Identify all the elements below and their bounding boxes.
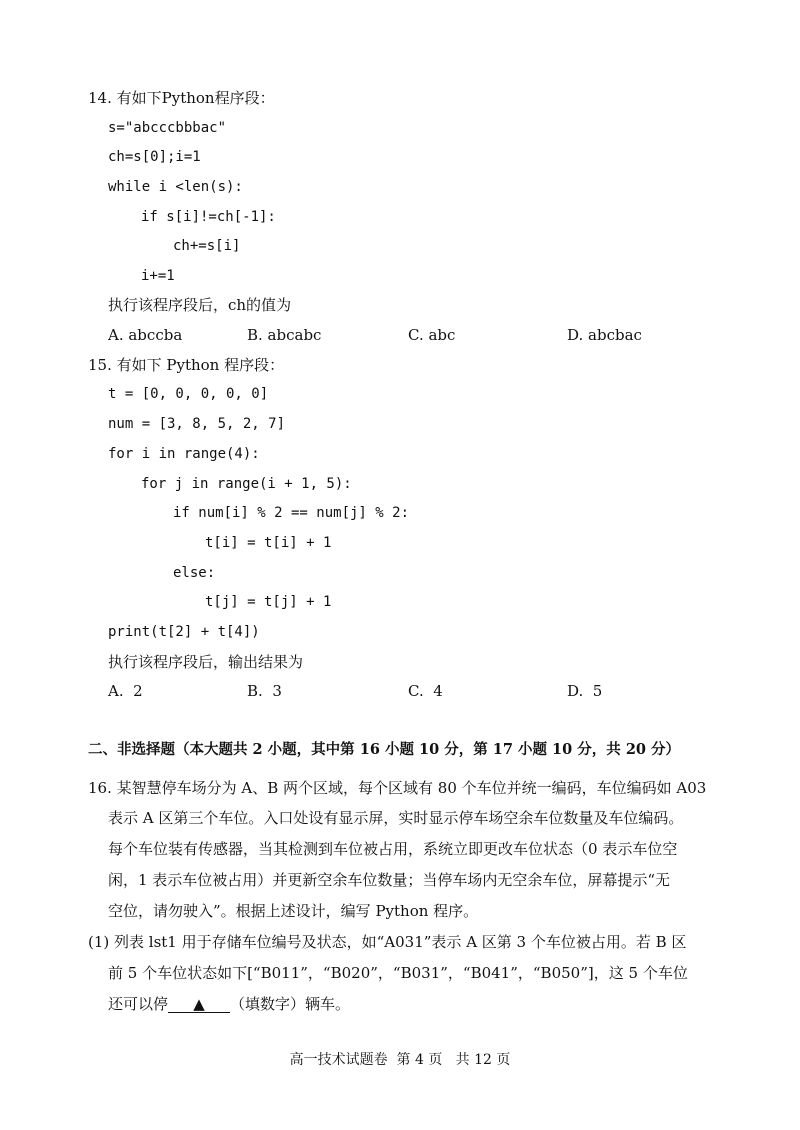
q14-option-d: D. abcbac (567, 326, 642, 344)
q16-line-3: 每个车位装有传感器，当其检测到车位被占用，系统立即更改车位状态（0 表示车位空 (108, 840, 678, 858)
q16-sub1-line-2: 前 5 个车位状态如下[“B011”，“B020”，“B031”，“B041”，“B050”]，这 5 个车位 (108, 964, 688, 982)
q15-code-line-5: if num[i] % 2 == num[j] % 2: (173, 505, 410, 521)
q15-prompt: 执行该程序段后，输出结果为 (108, 653, 304, 671)
triangle-icon: ▲ (193, 995, 205, 1013)
q16-line-5: 空位，请勿驶入”。根据上述设计，编写 Python 程序。 (108, 902, 479, 920)
q16-sub1-text-after: （填数字）辆车。 (230, 995, 351, 1013)
q14-prompt: 执行该程序段后，ch的值为 (108, 296, 292, 314)
q14-code-line-4: if s[i]!=ch[-1]: (141, 209, 276, 225)
q15-option-a: A. 2 (108, 682, 143, 700)
q15-code-line-4: for j in range(i + 1, 5): (141, 476, 352, 492)
q14-code-line-2: ch=s[0];i=1 (108, 149, 201, 165)
q16-sub1-text-before: 还可以停 (108, 995, 169, 1013)
q15-code-line-2: num = [3, 8, 5, 2, 7] (108, 416, 286, 432)
q15-code-line-7: else: (173, 565, 216, 581)
q15-code-line-3: for i in range(4): (108, 446, 260, 462)
q15-code-line-1: t = [0, 0, 0, 0, 0] (108, 386, 269, 402)
q14-title: 14. 有如下Python程序段： (88, 89, 275, 107)
q14-code-line-5: ch+=s[i] (173, 238, 241, 254)
q14-code-line-6: i+=1 (141, 268, 175, 284)
q15-code-line-8: t[j] = t[j] + 1 (205, 594, 332, 610)
q14-option-b: B. abcabc (247, 326, 322, 344)
q15-title: 15. 有如下 Python 程序段： (88, 356, 285, 374)
answer-blank[interactable] (168, 996, 230, 1013)
q15-option-d: D. 5 (567, 682, 603, 700)
q16-sub1-line-1: (1) 列表 lst1 用于存储车位编号及状态，如“A031”表示 A 区第 3 个车位被占用。若 B 区 (88, 933, 687, 951)
section-heading: 二、非选择题（本大题共 2 小题，其中第 16 小题 10 分，第 17 小题 10 分，共 20 分） (88, 741, 681, 758)
q16-line-2: 表示 A 区第三个车位。入口处设有显示屏，实时显示停车场空余车位数量及车位编码。 (108, 809, 684, 827)
q16-line-1: 16. 某智慧停车场分为 A、B 两个区域，每个区域有 80 个车位并统一编码，车位编码如 A03 (88, 779, 707, 797)
q14-code-line-3: while i <len(s): (108, 179, 243, 195)
page-footer: 高一技术试题卷 第 4 页 共 12 页 (289, 1052, 511, 1068)
q15-code-line-9: print(t[2] + t[4]) (108, 624, 260, 640)
q16-line-4: 闲，1 表示车位被占用）并更新空余车位数量；当停车场内无空余车位，屏幕提示“无 (108, 871, 670, 889)
q16-sub1-line-3 (108, 994, 350, 1014)
q15-option-c: C. 4 (408, 682, 443, 700)
q14-code-line-1: s="abcccbbbac" (108, 120, 227, 136)
q15-option-b: B. 3 (247, 682, 282, 700)
q15-code-line-6: t[i] = t[i] + 1 (205, 535, 332, 551)
q14-option-c: C. abc (408, 326, 456, 344)
q14-option-a: A. abccba (108, 326, 183, 344)
